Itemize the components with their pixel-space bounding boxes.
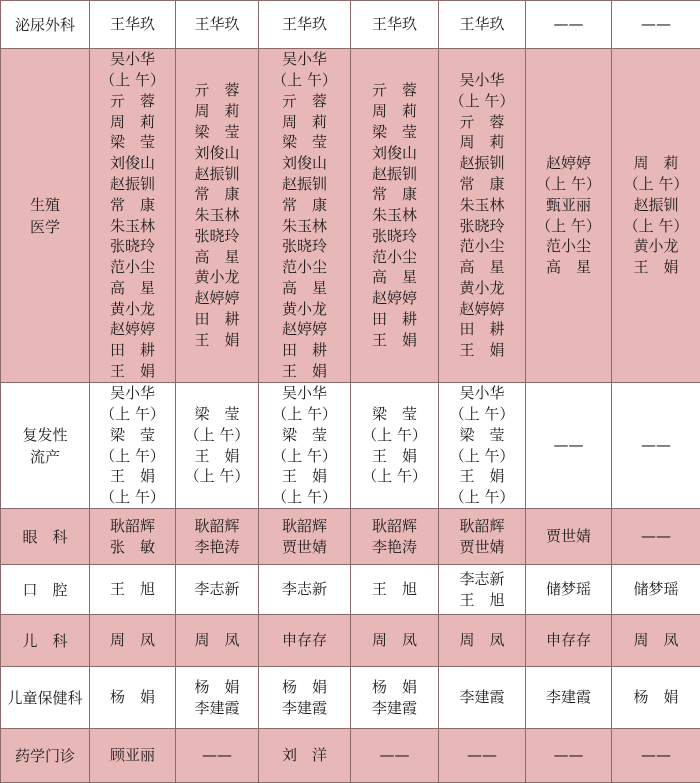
staff-entry: —— bbox=[526, 435, 611, 456]
schedule-cell bbox=[351, 615, 439, 667]
staff-entry: 高 星 bbox=[90, 278, 175, 299]
schedule-cell bbox=[90, 49, 176, 383]
department-name-part: 医学 bbox=[1, 216, 89, 238]
staff-entry: 李艳涛 bbox=[351, 537, 438, 558]
staff-entry: 储梦瑶 bbox=[612, 579, 700, 600]
schedule-cell bbox=[612, 565, 700, 615]
staff-entry: 王 娟 bbox=[176, 446, 258, 467]
staff-entry: 周 凤 bbox=[90, 630, 175, 651]
staff-entry: 田 耕 bbox=[439, 319, 525, 340]
staff-entry: 王 旭 bbox=[439, 590, 525, 611]
schedule-cell bbox=[526, 383, 612, 509]
staff-entry: 赵婷婷 bbox=[526, 153, 611, 174]
staff-entry: 梁 莹 bbox=[259, 132, 350, 153]
schedule-cell bbox=[351, 49, 439, 383]
staff-entry: 王华玖 bbox=[351, 14, 438, 35]
staff-entry: 储梦瑶 bbox=[526, 579, 611, 600]
staff-entry: （上 午） bbox=[90, 446, 175, 467]
staff-entry: 周 莉 bbox=[90, 112, 175, 133]
staff-entry: 常 康 bbox=[90, 195, 175, 216]
schedule-cell bbox=[259, 729, 351, 783]
department-cell bbox=[1, 729, 90, 783]
staff-entry: 贾世婧 bbox=[526, 526, 611, 547]
staff-entry: 朱玉林 bbox=[351, 205, 438, 226]
staff-entry: 张晓玲 bbox=[90, 236, 175, 257]
schedule-row bbox=[1, 1, 700, 49]
staff-entry: —— bbox=[612, 745, 700, 766]
staff-entry: 周 凤 bbox=[176, 630, 258, 651]
schedule-cell bbox=[526, 1, 612, 49]
schedule-cell bbox=[439, 729, 526, 783]
schedule-cell bbox=[439, 49, 526, 383]
schedule-cell bbox=[176, 565, 259, 615]
department-cell bbox=[1, 383, 90, 509]
department-name-part: 儿 科 bbox=[1, 630, 89, 652]
staff-entry: 朱玉林 bbox=[90, 216, 175, 237]
schedule-row bbox=[1, 509, 700, 565]
schedule-cell bbox=[90, 1, 176, 49]
staff-entry: 王华玖 bbox=[90, 14, 175, 35]
staff-entry: 申存存 bbox=[259, 630, 350, 651]
staff-entry: 亓 蓉 bbox=[351, 80, 438, 101]
staff-entry: 梁 莹 bbox=[90, 425, 175, 446]
staff-entry: （上 午） bbox=[526, 174, 611, 195]
staff-entry: （上 午） bbox=[439, 446, 525, 467]
staff-entry: 王 娟 bbox=[439, 340, 525, 361]
staff-entry: 李建霞 bbox=[351, 698, 438, 719]
staff-entry: （上 午） bbox=[351, 466, 438, 487]
staff-entry: 李建霞 bbox=[259, 698, 350, 719]
staff-entry: 田 耕 bbox=[176, 309, 258, 330]
staff-entry: —— bbox=[612, 435, 700, 456]
staff-entry: 梁 莹 bbox=[90, 132, 175, 153]
department-cell bbox=[1, 509, 90, 565]
staff-entry: （上 午） bbox=[351, 425, 438, 446]
staff-entry: 赵振钏 bbox=[439, 153, 525, 174]
staff-entry: 王 娟 bbox=[612, 257, 700, 278]
department-cell bbox=[1, 667, 90, 729]
staff-entry: —— bbox=[612, 526, 700, 547]
staff-entry: （上 午） bbox=[176, 466, 258, 487]
staff-entry: 高 星 bbox=[259, 278, 350, 299]
schedule-cell bbox=[176, 49, 259, 383]
staff-entry: 赵婷婷 bbox=[351, 288, 438, 309]
staff-entry: 范小尘 bbox=[351, 247, 438, 268]
staff-entry: 梁 莹 bbox=[439, 425, 525, 446]
staff-entry: —— bbox=[526, 14, 611, 35]
staff-entry: 刘俊山 bbox=[259, 153, 350, 174]
staff-entry: （上 午） bbox=[259, 446, 350, 467]
schedule-cell bbox=[176, 383, 259, 509]
department-name-part: 口 腔 bbox=[1, 579, 89, 601]
schedule-cell bbox=[259, 667, 351, 729]
staff-entry: 王 娟 bbox=[439, 466, 525, 487]
schedule-cell bbox=[439, 667, 526, 729]
staff-entry: 高 星 bbox=[439, 257, 525, 278]
staff-entry: 田 耕 bbox=[259, 340, 350, 361]
staff-entry: 范小尘 bbox=[90, 257, 175, 278]
staff-entry: 耿韶辉 bbox=[90, 516, 175, 537]
staff-entry: 赵婷婷 bbox=[439, 299, 525, 320]
schedule-cell bbox=[439, 1, 526, 49]
department-cell bbox=[1, 615, 90, 667]
staff-entry: 高 星 bbox=[176, 247, 258, 268]
staff-entry: 亓 蓉 bbox=[176, 80, 258, 101]
staff-entry: —— bbox=[526, 745, 611, 766]
staff-entry: 李建霞 bbox=[526, 687, 611, 708]
staff-entry: （上 午） bbox=[176, 425, 258, 446]
staff-entry: 范小尘 bbox=[259, 257, 350, 278]
schedule-cell bbox=[259, 509, 351, 565]
staff-entry: 亓 蓉 bbox=[259, 91, 350, 112]
schedule-cell bbox=[612, 1, 700, 49]
staff-entry: 黄小龙 bbox=[612, 236, 700, 257]
department-cell bbox=[1, 49, 90, 383]
staff-entry: 吴小华 bbox=[439, 70, 525, 91]
staff-entry: 赵振钏 bbox=[176, 164, 258, 185]
staff-entry: 李志新 bbox=[259, 579, 350, 600]
schedule-cell bbox=[259, 615, 351, 667]
staff-entry: —— bbox=[351, 745, 438, 766]
staff-entry: 王 旭 bbox=[351, 579, 438, 600]
staff-entry: 朱玉林 bbox=[259, 216, 350, 237]
staff-entry: 赵婷婷 bbox=[176, 288, 258, 309]
staff-entry: 吴小华 bbox=[90, 49, 175, 70]
schedule-row bbox=[1, 615, 700, 667]
staff-entry: 吴小华 bbox=[90, 383, 175, 404]
schedule-cell bbox=[526, 729, 612, 783]
staff-entry: 梁 莹 bbox=[176, 122, 258, 143]
schedule-cell bbox=[439, 615, 526, 667]
staff-entry: 周 莉 bbox=[176, 101, 258, 122]
staff-entry: 王华玖 bbox=[439, 14, 525, 35]
staff-entry: （上 午） bbox=[612, 216, 700, 237]
staff-entry: 杨 娟 bbox=[351, 677, 438, 698]
schedule-cell bbox=[526, 49, 612, 383]
staff-entry: 贾世婧 bbox=[259, 537, 350, 558]
staff-entry: （上 午） bbox=[612, 174, 700, 195]
staff-entry: 杨 娟 bbox=[259, 677, 350, 698]
staff-entry: 王 娟 bbox=[90, 361, 175, 382]
schedule-cell bbox=[176, 615, 259, 667]
staff-entry: （上 午） bbox=[439, 487, 525, 508]
staff-entry: 周 凤 bbox=[612, 630, 700, 651]
department-cell bbox=[1, 565, 90, 615]
staff-entry: 刘 洋 bbox=[259, 745, 350, 766]
staff-entry: 张晓玲 bbox=[259, 236, 350, 257]
staff-entry: 吴小华 bbox=[259, 383, 350, 404]
staff-entry: （上 午） bbox=[259, 404, 350, 425]
staff-entry: （上 午） bbox=[90, 487, 175, 508]
staff-entry: 耿韶辉 bbox=[351, 516, 438, 537]
schedule-cell bbox=[90, 509, 176, 565]
schedule-cell bbox=[439, 383, 526, 509]
staff-entry: 王 娟 bbox=[259, 361, 350, 382]
staff-entry: 朱玉林 bbox=[176, 205, 258, 226]
staff-entry: 王 娟 bbox=[351, 330, 438, 351]
staff-entry: 赵振钏 bbox=[259, 174, 350, 195]
staff-entry: —— bbox=[176, 745, 258, 766]
staff-entry: 范小尘 bbox=[439, 236, 525, 257]
staff-entry: 赵振钏 bbox=[90, 174, 175, 195]
schedule-cell bbox=[351, 1, 439, 49]
staff-entry: 王华玖 bbox=[176, 14, 258, 35]
schedule-cell bbox=[176, 667, 259, 729]
schedule-cell bbox=[526, 509, 612, 565]
staff-entry: 甄亚丽 bbox=[526, 195, 611, 216]
schedule-cell bbox=[612, 49, 700, 383]
staff-entry: 顾亚丽 bbox=[90, 745, 175, 766]
staff-entry: 王 旭 bbox=[90, 579, 175, 600]
staff-entry: 贾世婧 bbox=[439, 537, 525, 558]
schedule-body bbox=[1, 1, 700, 783]
department-cell bbox=[1, 1, 90, 49]
staff-entry: 常 康 bbox=[439, 174, 525, 195]
schedule-cell bbox=[612, 667, 700, 729]
staff-entry: 李志新 bbox=[176, 579, 258, 600]
schedule-cell bbox=[526, 667, 612, 729]
staff-entry: 常 康 bbox=[351, 184, 438, 205]
staff-entry: 高 星 bbox=[526, 257, 611, 278]
staff-entry: 杨 娟 bbox=[90, 687, 175, 708]
staff-entry: 赵婷婷 bbox=[90, 319, 175, 340]
staff-entry: （上 午） bbox=[90, 70, 175, 91]
department-name-part: 流产 bbox=[1, 446, 89, 468]
staff-entry: （上 午） bbox=[90, 404, 175, 425]
schedule-cell bbox=[351, 565, 439, 615]
schedule-cell bbox=[351, 509, 439, 565]
staff-entry: 杨 娟 bbox=[612, 687, 700, 708]
staff-entry: 黄小龙 bbox=[90, 299, 175, 320]
staff-entry: 申存存 bbox=[526, 630, 611, 651]
staff-entry: 周 莉 bbox=[439, 132, 525, 153]
staff-entry: 耿韶辉 bbox=[176, 516, 258, 537]
schedule-cell bbox=[259, 1, 351, 49]
schedule-row bbox=[1, 565, 700, 615]
staff-entry: 张晓玲 bbox=[351, 226, 438, 247]
schedule-cell bbox=[259, 383, 351, 509]
schedule-cell bbox=[612, 729, 700, 783]
schedule-cell bbox=[612, 509, 700, 565]
staff-entry: 刘俊山 bbox=[90, 153, 175, 174]
staff-entry: 黄小龙 bbox=[176, 267, 258, 288]
schedule-cell bbox=[351, 383, 439, 509]
staff-entry: 梁 莹 bbox=[351, 404, 438, 425]
staff-entry: 周 莉 bbox=[259, 112, 350, 133]
staff-entry: 耿韶辉 bbox=[439, 516, 525, 537]
department-name-part: 药学门诊 bbox=[1, 745, 89, 767]
staff-entry: 刘俊山 bbox=[351, 143, 438, 164]
staff-entry: 王 娟 bbox=[351, 446, 438, 467]
staff-entry: 刘俊山 bbox=[176, 143, 258, 164]
staff-entry: 梁 莹 bbox=[259, 425, 350, 446]
staff-entry: 李建霞 bbox=[439, 687, 525, 708]
staff-entry: （上 午） bbox=[259, 487, 350, 508]
schedule-cell bbox=[90, 383, 176, 509]
staff-entry: 李艳涛 bbox=[176, 537, 258, 558]
staff-entry: 杨 娟 bbox=[176, 677, 258, 698]
department-name-part: 儿童保健科 bbox=[1, 687, 89, 709]
department-name-part: 泌尿外科 bbox=[1, 14, 89, 36]
staff-entry: —— bbox=[612, 14, 700, 35]
schedule-cell bbox=[259, 49, 351, 383]
staff-entry: 张晓玲 bbox=[176, 226, 258, 247]
staff-entry: （上 午） bbox=[439, 91, 525, 112]
staff-entry: 王 娟 bbox=[90, 466, 175, 487]
staff-entry: 周 凤 bbox=[439, 630, 525, 651]
staff-entry: 周 凤 bbox=[351, 630, 438, 651]
schedule-cell bbox=[176, 729, 259, 783]
staff-entry: 黄小龙 bbox=[259, 299, 350, 320]
schedule-cell bbox=[90, 615, 176, 667]
schedule-cell bbox=[351, 667, 439, 729]
department-name-part: 复发性 bbox=[1, 424, 89, 446]
staff-entry: （上 午） bbox=[439, 404, 525, 425]
staff-entry: 王华玖 bbox=[259, 14, 350, 35]
schedule-row bbox=[1, 383, 700, 509]
schedule-cell bbox=[176, 509, 259, 565]
staff-entry: —— bbox=[439, 745, 525, 766]
staff-entry: 张 敏 bbox=[90, 537, 175, 558]
schedule-row bbox=[1, 729, 700, 783]
staff-entry: 吴小华 bbox=[259, 49, 350, 70]
schedule-cell bbox=[90, 565, 176, 615]
staff-entry: 亓 蓉 bbox=[90, 91, 175, 112]
schedule-cell bbox=[612, 615, 700, 667]
schedule-row bbox=[1, 667, 700, 729]
schedule-cell bbox=[176, 1, 259, 49]
staff-entry: 李志新 bbox=[439, 569, 525, 590]
schedule-cell bbox=[351, 729, 439, 783]
staff-entry: 耿韶辉 bbox=[259, 516, 350, 537]
staff-entry: 范小尘 bbox=[526, 236, 611, 257]
schedule-cell bbox=[90, 667, 176, 729]
schedule-cell bbox=[90, 729, 176, 783]
staff-entry: 黄小龙 bbox=[439, 278, 525, 299]
staff-entry: 赵振钏 bbox=[351, 164, 438, 185]
department-name-part: 生殖 bbox=[1, 194, 89, 216]
staff-entry: 周 莉 bbox=[612, 153, 700, 174]
staff-entry: （上 午） bbox=[259, 70, 350, 91]
staff-entry: 梁 莹 bbox=[351, 122, 438, 143]
staff-entry: 常 康 bbox=[176, 184, 258, 205]
staff-entry: 张晓玲 bbox=[439, 216, 525, 237]
staff-entry: 吴小华 bbox=[439, 383, 525, 404]
schedule-cell bbox=[612, 383, 700, 509]
staff-entry: 亓 蓉 bbox=[439, 112, 525, 133]
staff-entry: 朱玉林 bbox=[439, 195, 525, 216]
schedule-cell bbox=[439, 509, 526, 565]
staff-entry: 赵振钏 bbox=[612, 195, 700, 216]
department-name-part: 眼 科 bbox=[1, 526, 89, 548]
schedule-cell bbox=[526, 615, 612, 667]
schedule-row bbox=[1, 49, 700, 383]
schedule-cell bbox=[526, 565, 612, 615]
staff-entry: 田 耕 bbox=[351, 309, 438, 330]
schedule-cell bbox=[439, 565, 526, 615]
staff-entry: 李建霞 bbox=[176, 698, 258, 719]
staff-entry: 赵婷婷 bbox=[259, 319, 350, 340]
staff-entry: 梁 莹 bbox=[176, 404, 258, 425]
staff-entry: 王 娟 bbox=[259, 466, 350, 487]
staff-entry: 田 耕 bbox=[90, 340, 175, 361]
schedule-cell bbox=[259, 565, 351, 615]
staff-entry: （上 午） bbox=[526, 216, 611, 237]
staff-entry: 周 莉 bbox=[351, 101, 438, 122]
staff-entry: 高 星 bbox=[351, 267, 438, 288]
staff-entry: 常 康 bbox=[259, 195, 350, 216]
staff-entry: 王 娟 bbox=[176, 330, 258, 351]
